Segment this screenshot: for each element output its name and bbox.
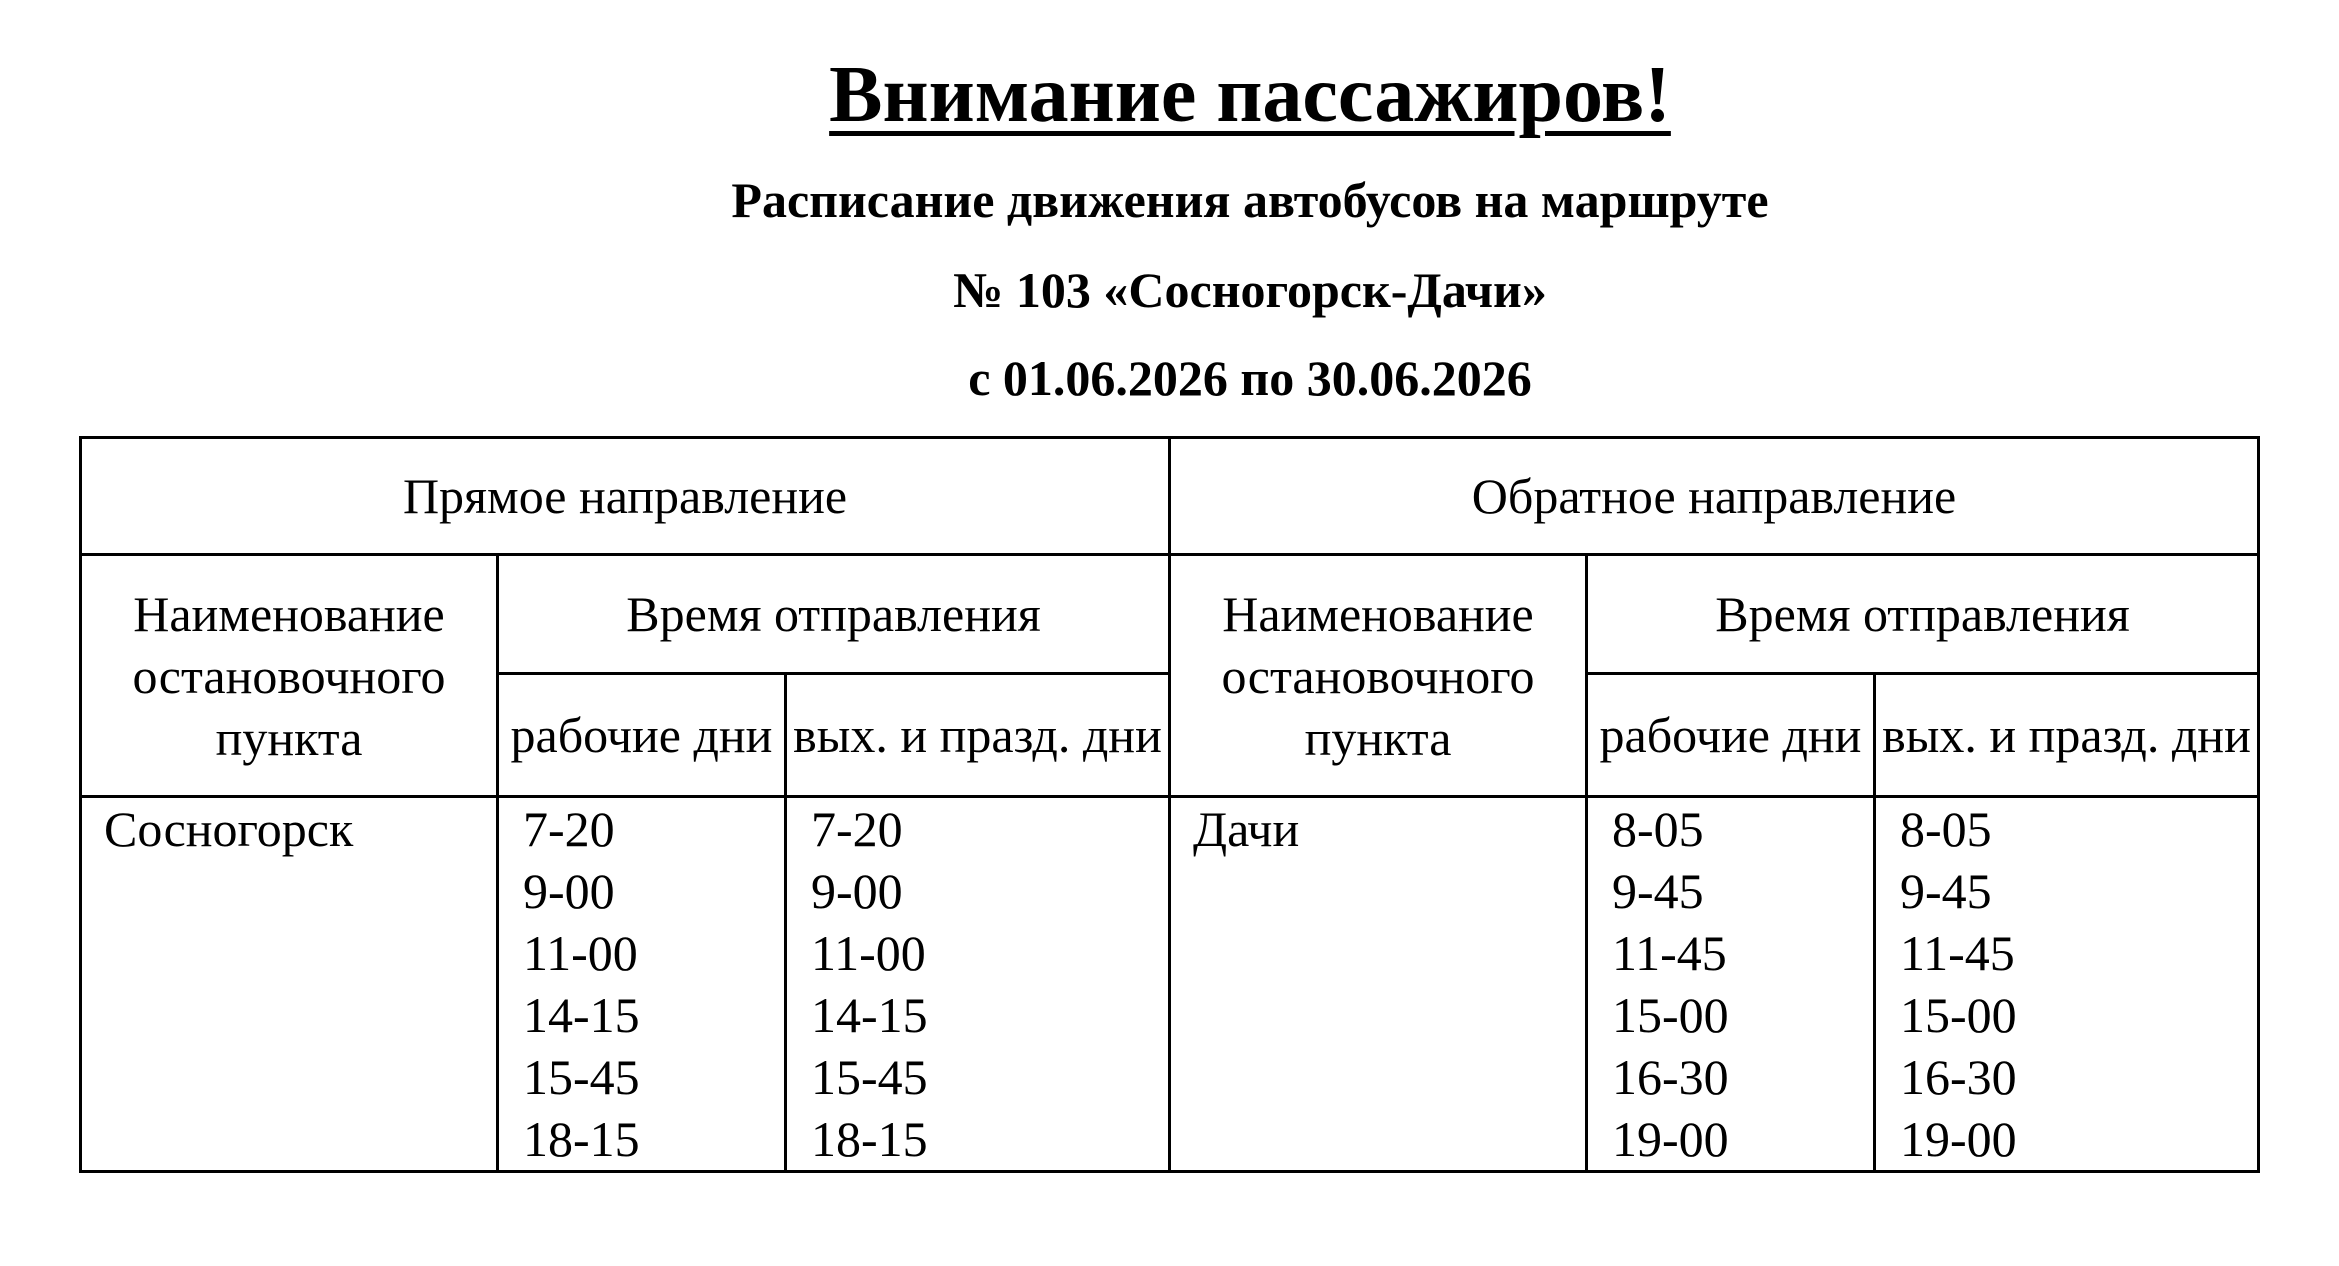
backward-direction-header: Обратное направление (1170, 438, 2259, 555)
route-name: № 103 «Сосногорск-Дачи» (953, 262, 1547, 318)
departure-time: 14-15 (811, 987, 928, 1043)
departure-time: 15-00 (1612, 987, 1729, 1043)
departure-time: 18-15 (523, 1111, 640, 1167)
forward-direction-header: Прямое направление (81, 438, 1170, 555)
date-range: с 01.06.2026 по 30.06.2026 (968, 350, 1532, 406)
direction-header-row (81, 438, 2259, 555)
backward-holiday-times (1875, 797, 2259, 1172)
departure-time: 11-45 (1900, 925, 2015, 981)
page-title: Внимание пассажиров! (829, 51, 1671, 139)
departure-time: 16-30 (1900, 1049, 2017, 1105)
departure-time: 15-00 (1900, 987, 2017, 1043)
departure-time: 8-05 (1612, 801, 1704, 857)
forward-workday-times (498, 797, 786, 1172)
departure-time: 11-00 (523, 925, 638, 981)
departure-time: 9-00 (523, 863, 615, 919)
forward-time-header: Время отправления (498, 555, 1170, 674)
departure-time: 14-15 (523, 987, 640, 1043)
departure-time: 9-45 (1612, 863, 1704, 919)
forward-stop-header: Наименование остановочного пункта (81, 555, 498, 797)
backward-workdays-header: рабочие дни (1587, 674, 1875, 797)
backward-workday-times (1587, 797, 1875, 1172)
column-header-row (81, 555, 2259, 674)
departure-time: 7-20 (523, 801, 615, 857)
departure-time: 11-00 (811, 925, 926, 981)
departure-time: 18-15 (811, 1111, 928, 1167)
departure-time: 19-00 (1900, 1111, 2017, 1167)
departure-time: 7-20 (811, 801, 903, 857)
departure-time: 16-30 (1612, 1049, 1729, 1105)
backward-time-header: Время отправления (1587, 555, 2259, 674)
departure-time: 15-45 (811, 1049, 928, 1105)
departure-time: 11-45 (1612, 925, 1727, 981)
departure-time: 15-45 (523, 1049, 640, 1105)
departure-time: 9-45 (1900, 863, 1992, 919)
forward-holidays-header: вых. и празд. дни (786, 674, 1170, 797)
backward-stop-header: Наименование остановочного пункта (1170, 555, 1587, 797)
schedule-subtitle: Расписание движения автобусов на маршруте (731, 172, 1769, 228)
forward-holiday-times (786, 797, 1170, 1172)
schedule-table (79, 436, 2260, 1173)
departure-time: 8-05 (1900, 801, 1992, 857)
departure-time: 19-00 (1612, 1111, 1729, 1167)
table-row (81, 797, 2259, 1172)
forward-stop-name: Сосногорск (81, 797, 498, 1172)
forward-workdays-header: рабочие дни (498, 674, 786, 797)
backward-holidays-header: вых. и празд. дни (1875, 674, 2259, 797)
departure-time: 9-00 (811, 863, 903, 919)
backward-stop-name: Дачи (1170, 797, 1587, 1172)
